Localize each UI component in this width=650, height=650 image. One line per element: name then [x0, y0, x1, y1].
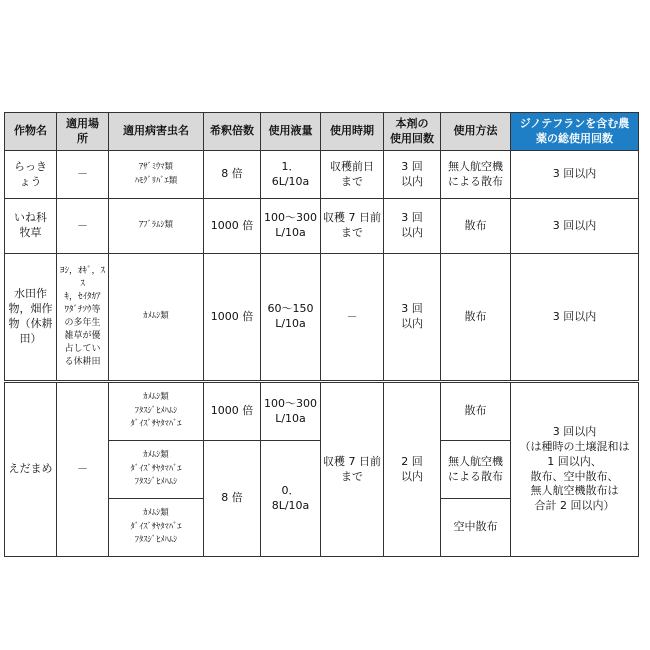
cell-count: 3 回 以内 [384, 151, 441, 199]
cell-method: 散布 [441, 199, 511, 254]
cell-dilution: 1000 倍 [204, 254, 261, 381]
header-timing: 使用時期 [321, 113, 384, 151]
cell-volume: 1．6L/10a [261, 151, 321, 199]
cell-pest: ｱｻﾞﾐｳﾏ類 ﾊﾓｸﾞﾘﾊﾞｴ類 [109, 151, 204, 199]
cell-volume: 100～300 L/10a [261, 199, 321, 254]
table-row [5, 254, 639, 381]
cell-pest: ｶﾒﾑｼ類 [109, 254, 204, 381]
cell-volume: 100～300 L/10a [261, 383, 321, 441]
cell-crop: らっき ょう [5, 151, 57, 199]
cell-method: 散布 [441, 254, 511, 381]
header-volume: 使用液量 [261, 113, 321, 151]
pesticide-table-top [4, 112, 639, 381]
header-row [5, 113, 639, 151]
cell-dilution: 8 倍 [204, 151, 261, 199]
cell-volume: 60～150 L/10a [261, 254, 321, 381]
cell-timing: － [321, 254, 384, 381]
header-count: 本剤の 使用回数 [384, 113, 441, 151]
cell-timing: 収穫 7 日前 まで [321, 383, 384, 557]
cell-total: 3 回以内 （は種時の土壌混和は 1 回以内、 散布、空中散布、 無人航空機散布は 合計 2 回以内） [511, 383, 639, 557]
cell-pest: ｶﾒﾑｼ類 ﾀﾞｲｽﾞｻﾔﾀﾏﾊﾞｴ ﾌﾀｽｼﾞﾋﾒﾊﾑｼ [109, 441, 204, 499]
header-total: ジノテフランを含む農 薬の総使用回数 [511, 113, 639, 151]
header-crop: 作物名 [5, 113, 57, 151]
cell-timing: 収穫 7 日前 まで [321, 199, 384, 254]
cell-place: － [57, 383, 109, 557]
table-row [5, 383, 639, 441]
cell-place: ﾖｼ，ｵｷﾞ，ｽｽ ｷ，ｾｲﾀｶｱ ﾜﾀﾞﾁｿｳ等 の多年生 雑草が優 占してい る休耕田 [57, 254, 109, 381]
cell-count: 3 回 以内 [384, 254, 441, 381]
table-row [5, 199, 639, 254]
cell-dilution: 1000 倍 [204, 383, 261, 441]
table-row [5, 151, 639, 199]
cell-method: 散布 [441, 383, 511, 441]
cell-crop: いね科 牧草 [5, 199, 57, 254]
cell-count: 3 回 以内 [384, 199, 441, 254]
cell-pest: ｱﾌﾞﾗﾑｼ類 [109, 199, 204, 254]
cell-place: － [57, 199, 109, 254]
cell-method: 空中散布 [441, 499, 511, 557]
cell-pest: ｶﾒﾑｼ類 ﾀﾞｲｽﾞｻﾔﾀﾏﾊﾞｴ ﾌﾀｽｼﾞﾋﾒﾊﾑｼ [109, 499, 204, 557]
header-dilution: 希釈倍数 [204, 113, 261, 151]
cell-method: 無人航空機 による散布 [441, 441, 511, 499]
cell-count: 2 回 以内 [384, 383, 441, 557]
cell-dilution: 1000 倍 [204, 199, 261, 254]
cell-total: 3 回以内 [511, 199, 639, 254]
header-place: 適用場 所 [57, 113, 109, 151]
header-method: 使用方法 [441, 113, 511, 151]
cell-crop: 水田作 物，畑作 物（休耕 田） [5, 254, 57, 381]
pesticide-table-edamame [4, 382, 639, 557]
cell-pest: ｶﾒﾑｼ類 ﾌﾀｽｼﾞﾋﾒﾊﾑｼ ﾀﾞｲｽﾞｻﾔﾀﾏﾊﾞｴ [109, 383, 204, 441]
cell-dilution: 8 倍 [204, 441, 261, 557]
cell-method: 無人航空機 による散布 [441, 151, 511, 199]
cell-place: － [57, 151, 109, 199]
cell-volume: 0．8L/10a [261, 441, 321, 557]
cell-crop: えだまめ [5, 383, 57, 557]
cell-total: 3 回以内 [511, 254, 639, 381]
header-pest: 適用病害虫名 [109, 113, 204, 151]
cell-timing: 収穫前日 まで [321, 151, 384, 199]
cell-total: 3 回以内 [511, 151, 639, 199]
